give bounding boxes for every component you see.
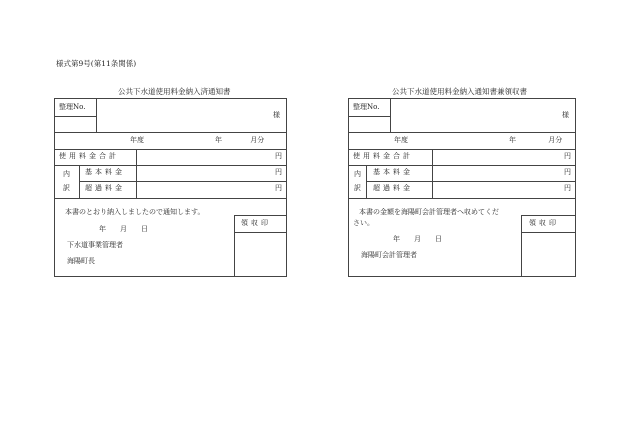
left-year-label: 年度 <box>130 136 144 144</box>
right-basic-fee-yen: 円 <box>564 168 571 176</box>
left-seal-label: 領収印 <box>241 219 271 227</box>
right-total-yen: 円 <box>564 152 571 160</box>
left-total-label: 使用料金合計 <box>59 152 119 160</box>
left-total-yen: 円 <box>275 152 282 160</box>
right-excess-fee-yen: 円 <box>564 184 571 192</box>
left-period-label: 年 月分 <box>215 136 265 144</box>
right-number-label: 整理No. <box>353 103 380 111</box>
left-basic-fee-yen: 円 <box>275 168 282 176</box>
left-excess-fee-label: 超過料金 <box>85 184 125 192</box>
left-breakdown-label-1: 内 <box>63 170 70 178</box>
right-seal-label: 領収印 <box>529 219 559 227</box>
right-breakdown-label-2: 訳 <box>354 184 361 192</box>
right-year-label: 年度 <box>394 136 408 144</box>
right-form-title: 公共下水道使用料金納入通知書兼領収書 <box>392 87 527 96</box>
right-honorific: 様 <box>562 111 569 119</box>
left-excess-fee-yen: 円 <box>275 184 282 192</box>
right-excess-fee-label: 超過料金 <box>373 184 413 192</box>
left-notice-form <box>54 98 287 277</box>
left-notice-text: 本書のとおり納入しましたので通知します。 <box>65 208 205 216</box>
right-notice-form <box>348 98 576 277</box>
right-basic-fee-label: 基本料金 <box>373 168 413 176</box>
left-number-label: 整理No. <box>59 103 86 111</box>
right-notice-text-line-1: 本書の金額を海陽町会計管理者へ収めてくだ <box>359 208 499 216</box>
left-issuer-2: 海陽町長 <box>67 257 95 265</box>
left-date-line: 年 月 日 <box>99 225 148 233</box>
right-breakdown-label-1: 内 <box>354 170 361 178</box>
right-notice-text-line-2: さい。 <box>353 219 374 227</box>
left-breakdown-label-2: 訳 <box>63 184 70 192</box>
left-basic-fee-label: 基本料金 <box>85 168 125 176</box>
left-form-title: 公共下水道使用料金納入済通知書 <box>118 87 231 96</box>
right-issuer-1: 海陽町会計管理者 <box>361 251 417 259</box>
form-number: 様式第9号(第11条関係) <box>56 59 137 68</box>
right-date-line: 年 月 日 <box>393 235 442 243</box>
right-total-label: 使用料金合計 <box>353 152 413 160</box>
left-honorific: 様 <box>273 111 280 119</box>
left-issuer-1: 下水道事業管理者 <box>67 241 123 249</box>
right-period-label: 年 月分 <box>509 136 563 144</box>
